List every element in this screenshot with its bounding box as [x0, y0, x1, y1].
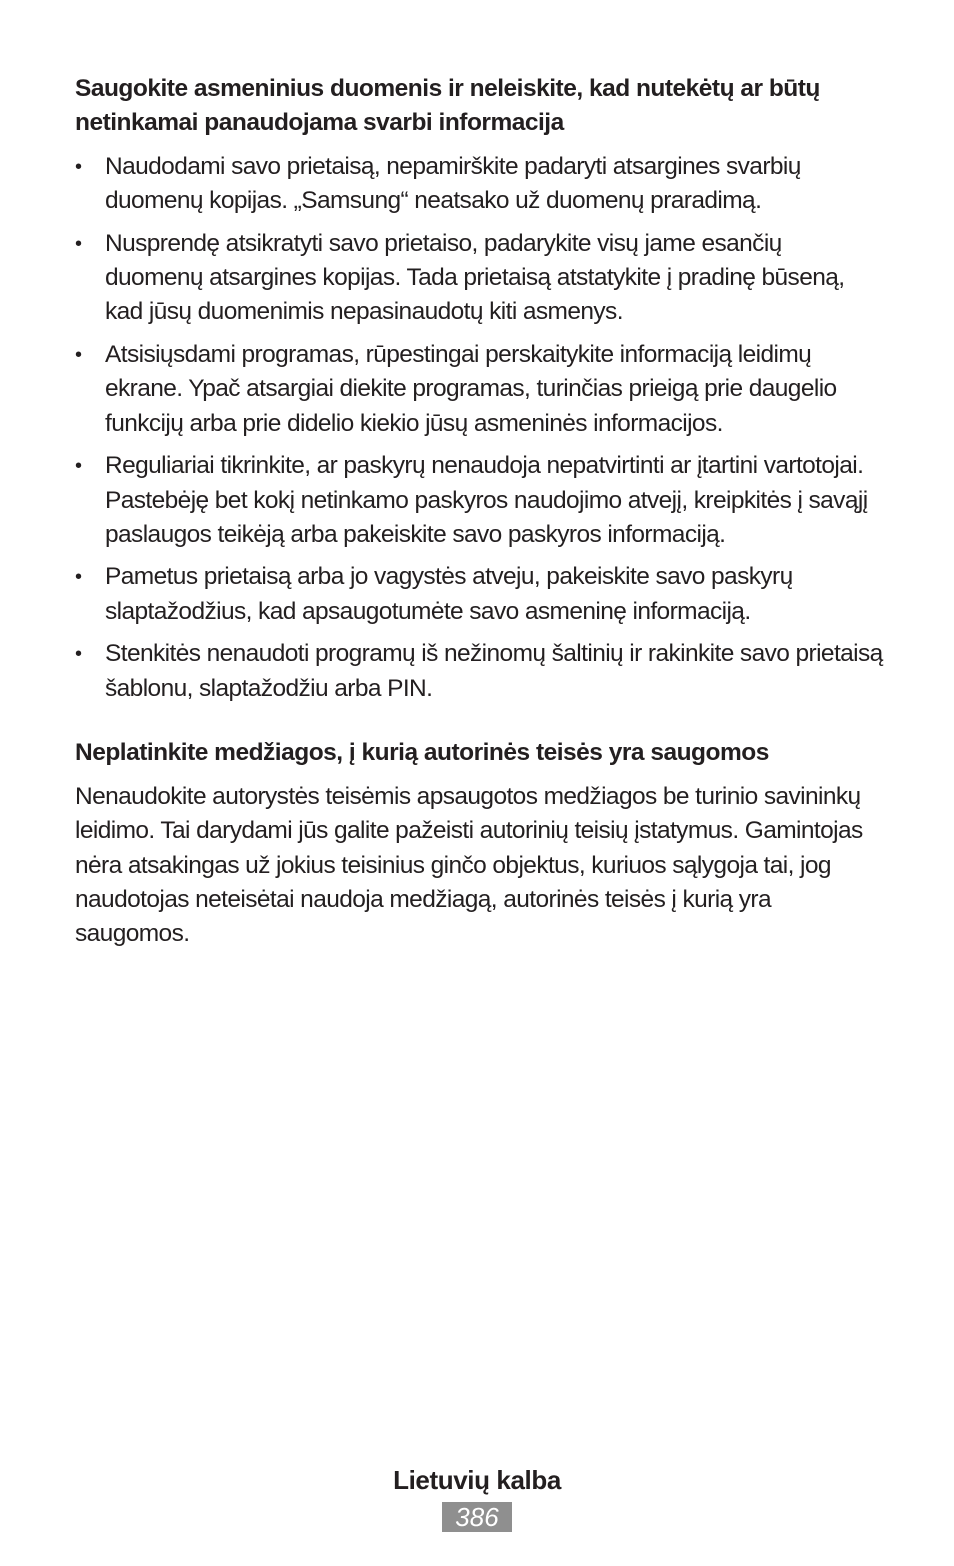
list-item [75, 637, 885, 706]
list-item [75, 227, 885, 330]
bullet-icon: • [75, 232, 82, 255]
list-item-text: Nusprendę atsikratyti savo prietaiso, padarykite visų jame esančių duomenų atsargines kopijas. Tada prietaisą atstatykite į pradinę būseną, kad jūsų duomenimis nepasinaudotų kiti asmenys. [105, 229, 845, 326]
copyright-paragraph: Nenaudokite autorystės teisėmis apsaugotos medžiagos be turinio savininkų leidimo. Tai darydami jūs galite pažeisti autorinių teisių įstatymus. Gamintojas nėra atsakingas už jokius teisinius ginčo objektus, kuriuos sąlygoja tai, jog naudotojas neteisėtai naudoja medžiagą, autorinės teisės į kurią yra saugomos. [75, 782, 863, 948]
bullet-icon: • [75, 156, 82, 178]
list-item [75, 449, 885, 552]
bullet-icon: • [75, 455, 82, 478]
bullet-icon: • [75, 566, 82, 589]
section-heading-privacy: Saugokite asmeninius duomenis ir neleiskite, kad nutekėtų ar būtų netinkamai panaudojama svarbi informacija [75, 75, 820, 136]
list-item [75, 150, 885, 219]
list-item [75, 560, 885, 629]
page-content [75, 70, 885, 951]
footer-language-label: Lietuvių kalba [393, 1465, 561, 1495]
bullet-icon: • [75, 344, 82, 367]
list-item [75, 338, 885, 441]
list-item-text: Reguliariai tikrinkite, ar paskyrų nenaudoja nepatvirtinti ar įtartini vartotojai. Pastebėję bet kokį netinkamo paskyros naudojimo atvejį, kreipkitės į savąjį paslaugos teikėją arba pakeiskite savo paskyros informaciją. [105, 452, 868, 548]
bullet-icon: • [75, 643, 82, 666]
list-item-text: Stenkitės nenaudoti programų iš nežinomų šaltinių ir rakinkite savo prietaisą šablonu, slaptažodžiu arba PIN. [105, 640, 883, 702]
list-item-text: Naudodami savo prietaisą, nepamirškite padaryti atsargines svarbių duomenų kopijas. „Samsung“ neatsako už duomenų praradimą. [105, 153, 801, 215]
page-number-badge: 386 [442, 1502, 512, 1532]
page-footer [0, 1462, 954, 1532]
list-item-text: Atsisiųsdami programas, rūpestingai perskaitykite informaciją leidimų ekrane. Ypač atsargiai diekite programas, turinčias prieigą prie daugelio funkcijų arba prie didelio kiekio jūsų asmeninės informacijos. [105, 341, 837, 437]
section-heading-copyright: Neplatinkite medžiagos, į kurią autorinės teisės yra saugomos [75, 738, 769, 766]
privacy-bullet-list [75, 150, 885, 706]
list-item-text: Pametus prietaisą arba jo vagystės atveju, pakeiskite savo paskyrų slaptažodžius, kad apsaugotumėte savo asmeninę informaciją. [105, 563, 793, 625]
